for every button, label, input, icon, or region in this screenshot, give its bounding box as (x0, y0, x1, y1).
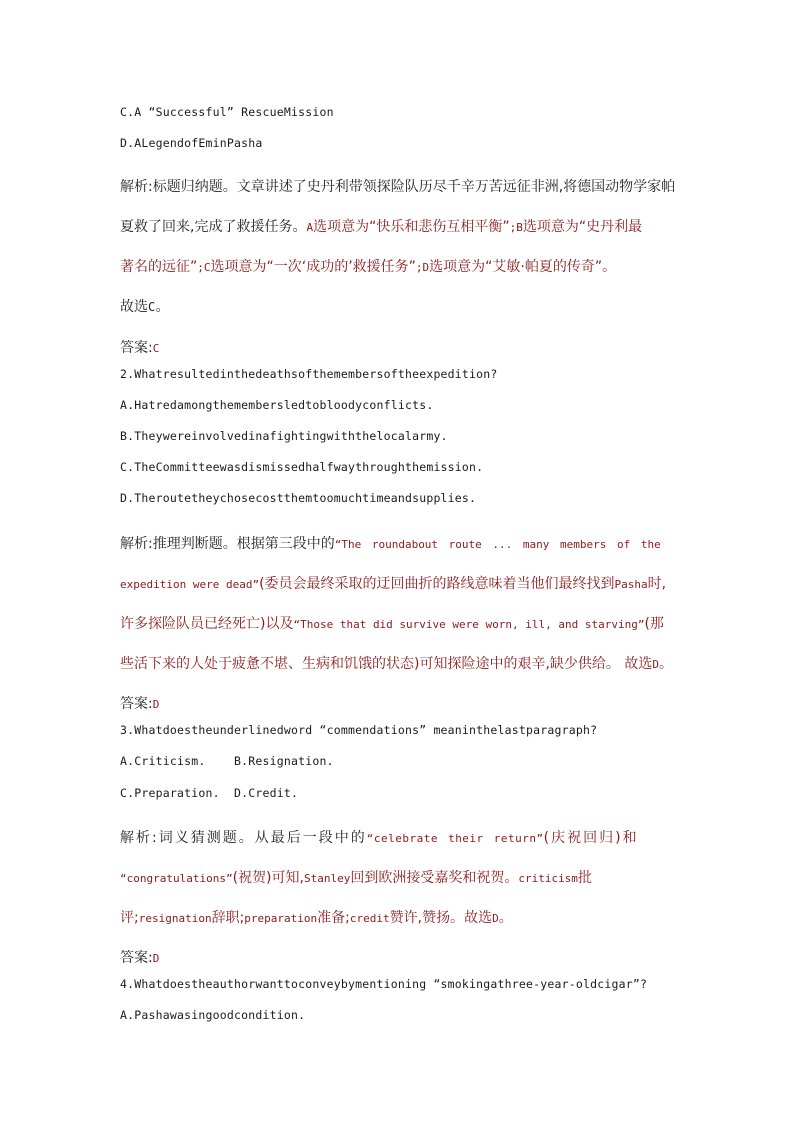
answer-1 (120, 337, 159, 357)
analysis-label: 解析: (120, 830, 159, 846)
analysis-text: resignation (138, 912, 212, 925)
analysis-2-line-4 (120, 653, 673, 673)
question-2-option-c: C.TheCommitteewasdismissedhalfwaythroughthemission. (120, 460, 484, 474)
analysis-text: 。 (659, 656, 673, 672)
answer-3 (120, 947, 159, 967)
question-3-options-ab: A.Criticism. B.Resignation. (120, 754, 334, 768)
analysis-text: Pasha (614, 578, 648, 591)
analysis-1-line-3 (120, 256, 616, 276)
analysis-text: 词义猜测题。从最后一段中的 (158, 830, 367, 846)
analysis-text: 夏救了回来,完成了救援任务。 (120, 219, 307, 235)
analysis-text: 推理判断题。根据第三段中的 (152, 536, 335, 552)
option-d: D.ALegendofEminPasha (120, 136, 263, 150)
analysis-text: “celebrate their return” (366, 832, 544, 845)
question-4: 4.Whatdoestheauthorwanttoconveybymentioning “smokingathree-year-oldcigar”? (120, 977, 648, 991)
analysis-text: 准备; (317, 910, 350, 926)
analysis-text: 批 (577, 870, 592, 886)
analysis-text: 选项意为“一次‘成功的’救援任务” (210, 259, 416, 275)
analysis-1-line-1 (120, 176, 675, 196)
analysis-text: C (148, 300, 156, 314)
analysis-text: D (492, 912, 499, 925)
analysis-3-line-2 (120, 867, 592, 887)
analysis-text: credit (349, 912, 390, 925)
analysis-text: 回到欧洲接受嘉奖和祝贺。 (350, 870, 519, 886)
analysis-text: 评; (120, 910, 139, 926)
analysis-3-line-1 (120, 827, 639, 847)
analysis-2-line-3 (120, 613, 664, 633)
question-2-option-a: A.Hatredamongthemembersledtobloodyconflicts. (120, 398, 434, 412)
answer-label: 答案: (120, 696, 153, 712)
analysis-text: D (652, 658, 659, 671)
analysis-text: (委员会最终采取的迂回曲折的路线意味着当他们最终找到 (259, 576, 615, 592)
option-c: C.A “Successful” RescueMission (120, 105, 334, 119)
analysis-1-line-2 (120, 216, 642, 236)
answer-value: D (152, 952, 160, 965)
analysis-text: 著名的远征” (120, 259, 198, 275)
analysis-text: 时, (647, 576, 667, 592)
analysis-text: criticism (518, 872, 578, 885)
analysis-text: (祝贺)可知, (232, 870, 304, 886)
question-3: 3.Whatdoestheunderlinedword “commendations” meaninthelastparagraph? (120, 723, 598, 737)
answer-value: D (152, 698, 160, 711)
analysis-text: 许多探险队员已经死亡)以及 (120, 616, 294, 632)
question-2: 2.Whatresultedinthedeathsofthemembersoftheexpedition? (120, 367, 498, 381)
analysis-text: 些活下来的人处于疲惫不堪、生病和饥饿的状态)可知探险途中的艰辛,缺少供给。 故选 (120, 656, 653, 672)
question-3-options-cd: C.Preparation. D.Credit. (120, 786, 299, 800)
analysis-text: 选项意为“快乐和悲伤互相平衡” (313, 219, 510, 235)
analysis-text: ;C (197, 261, 211, 274)
analysis-text: “Those that did survive were worn, ill, and starving” (293, 618, 645, 631)
analysis-text: (庆祝回归)和 (543, 830, 639, 846)
question-4-option-a: A.Pashawasingoodcondition. (120, 1008, 306, 1022)
analysis-label: 解析: (120, 536, 153, 552)
analysis-text: 辞职; (211, 910, 245, 926)
analysis-text: 选项意为“艾敏·帕夏的传奇”。 (429, 259, 617, 275)
analysis-text: 。 (155, 299, 170, 315)
analysis-text: ;B (509, 221, 523, 234)
analysis-text: 标题归纳题。文章讲述了史丹利带领探险队历尽千辛万苦远征非洲,将德国动物学家帕 (152, 179, 676, 195)
analysis-text: ;D (415, 261, 430, 274)
analysis-text: expedition were dead” (120, 578, 260, 591)
analysis-text: preparation (244, 912, 318, 925)
answer-value: C (152, 342, 160, 355)
analysis-text: Stanley (303, 872, 351, 885)
analysis-2-line-1 (120, 533, 661, 553)
analysis-text: 选项意为“史丹利最 (522, 219, 643, 235)
analysis-text: (那 (644, 616, 664, 632)
analysis-1-line-4 (120, 296, 169, 316)
analysis-2-line-2 (120, 573, 666, 593)
analysis-text: “The roundabout route ... many members of the (334, 538, 661, 551)
analysis-label: 解析: (120, 179, 153, 195)
analysis-text: “congratulations” (120, 872, 233, 885)
analysis-3-line-3 (120, 907, 513, 927)
analysis-text: 赞许,赞扬。故选 (389, 910, 493, 926)
analysis-text: A (306, 221, 314, 234)
question-2-option-b: B.Theywereinvolvedinafightingwiththelocalarmy. (120, 429, 448, 443)
answer-2 (120, 693, 159, 713)
question-2-option-d: D.Theroutetheychosecostthemtoomuchtimeandsupplies. (120, 491, 477, 505)
answer-label: 答案: (120, 340, 153, 356)
analysis-text: 。 (498, 910, 513, 926)
answer-label: 答案: (120, 950, 153, 966)
analysis-text: 故选 (120, 299, 148, 315)
